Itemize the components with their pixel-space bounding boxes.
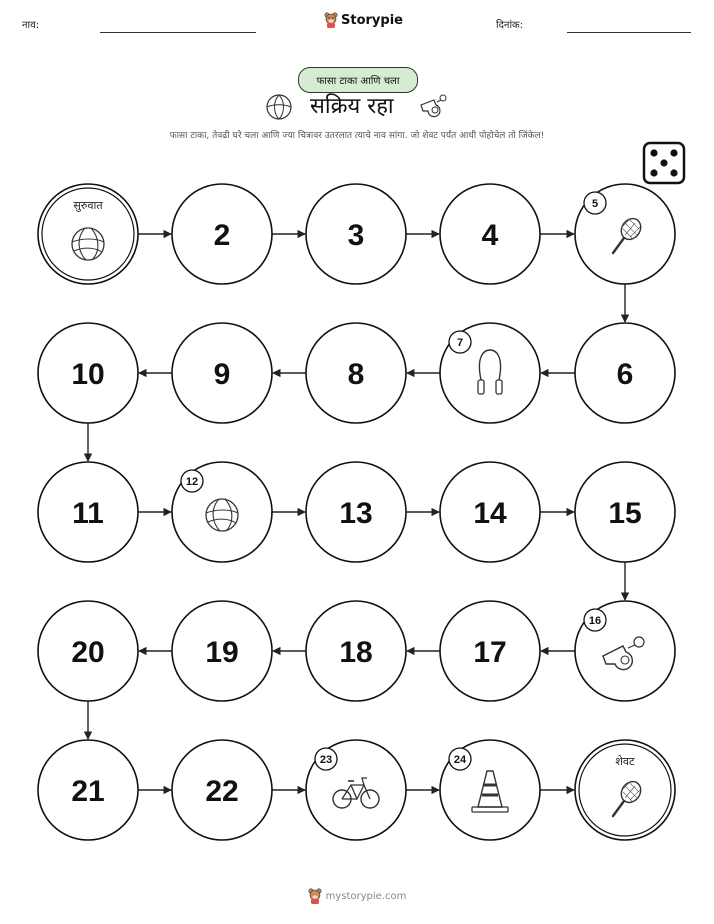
board-square-19 [172, 601, 272, 701]
board-square-24 [440, 740, 540, 840]
footer-url: mystorypie.com [325, 890, 407, 902]
square-number: 20 [71, 636, 105, 669]
board-square-10 [38, 323, 138, 423]
start-label: सुरुवात [73, 199, 103, 212]
board-square-21 [38, 740, 138, 840]
board-square-12 [172, 462, 272, 562]
square-number: 14 [473, 497, 507, 530]
board-square-16 [575, 601, 675, 701]
square-number-badge [449, 331, 471, 353]
square-number-badge [181, 470, 203, 492]
square-number: 5 [591, 198, 599, 210]
name-label: नाव: [22, 20, 40, 31]
square-number: 13 [339, 497, 373, 530]
square-number-badge [584, 609, 606, 631]
board-square-9 [172, 323, 272, 423]
dice-icon [644, 143, 684, 183]
square-number-badge [449, 748, 471, 770]
square-number: 12 [185, 476, 199, 488]
board-square-2 [172, 184, 272, 284]
square-number: 9 [213, 358, 231, 391]
board-square-14 [440, 462, 540, 562]
board-square-13 [306, 462, 406, 562]
square-number: 3 [347, 219, 365, 252]
board-square-1 [38, 184, 138, 284]
board-square-17 [440, 601, 540, 701]
square-number: 15 [608, 497, 642, 530]
board-square-5 [575, 184, 675, 284]
square-number: 22 [205, 775, 239, 808]
board-square-4 [440, 184, 540, 284]
board-square-3 [306, 184, 406, 284]
board-square-18 [306, 601, 406, 701]
square-number: 16 [588, 615, 602, 627]
square-number: 4 [481, 219, 499, 252]
board-square-11 [38, 462, 138, 562]
end-label: शेवट [615, 755, 635, 768]
dice-pip [670, 169, 677, 176]
square-number: 17 [473, 636, 507, 669]
square-number-badge [315, 748, 337, 770]
square-number-badge [584, 192, 606, 214]
square-number: 6 [616, 358, 634, 391]
board-square-23 [306, 740, 406, 840]
board-square-7 [440, 323, 540, 423]
dice-pip [660, 159, 667, 166]
square-number: 18 [339, 636, 373, 669]
date-label: दिनांक: [496, 20, 524, 31]
dice-pip [650, 169, 657, 176]
bear-mascot-icon [308, 888, 322, 904]
square-number: 7 [456, 337, 464, 349]
board-square-8 [306, 323, 406, 423]
square-number: 8 [347, 358, 365, 391]
board-square-6 [575, 323, 675, 423]
square-number: 19 [205, 636, 239, 669]
board-square-20 [38, 601, 138, 701]
board-square-22 [172, 740, 272, 840]
square-number: 11 [72, 497, 104, 530]
page-title: सक्रिय रहा [310, 94, 394, 119]
square-number: 2 [213, 219, 231, 252]
brand-name: Storypie [341, 12, 403, 28]
board-square-15 [575, 462, 675, 562]
pill-text: फासा टाका आणि चला [316, 76, 400, 87]
square-number: 23 [319, 754, 333, 766]
square-number: 10 [71, 358, 105, 391]
square-number: 24 [453, 754, 467, 766]
dice-pip [650, 149, 657, 156]
footer [0, 888, 714, 904]
dice-pip [670, 149, 677, 156]
board-square-25 [575, 740, 675, 840]
square-number: 21 [71, 775, 105, 808]
instructions: फासा टाका, तेवढी घरे चला आणि ज्या चित्रावर उतरलात त्याचे नाव सांगा. जो शेवट पर्यंत आधी पोहोचेल तो जिंकेल! [169, 131, 545, 141]
